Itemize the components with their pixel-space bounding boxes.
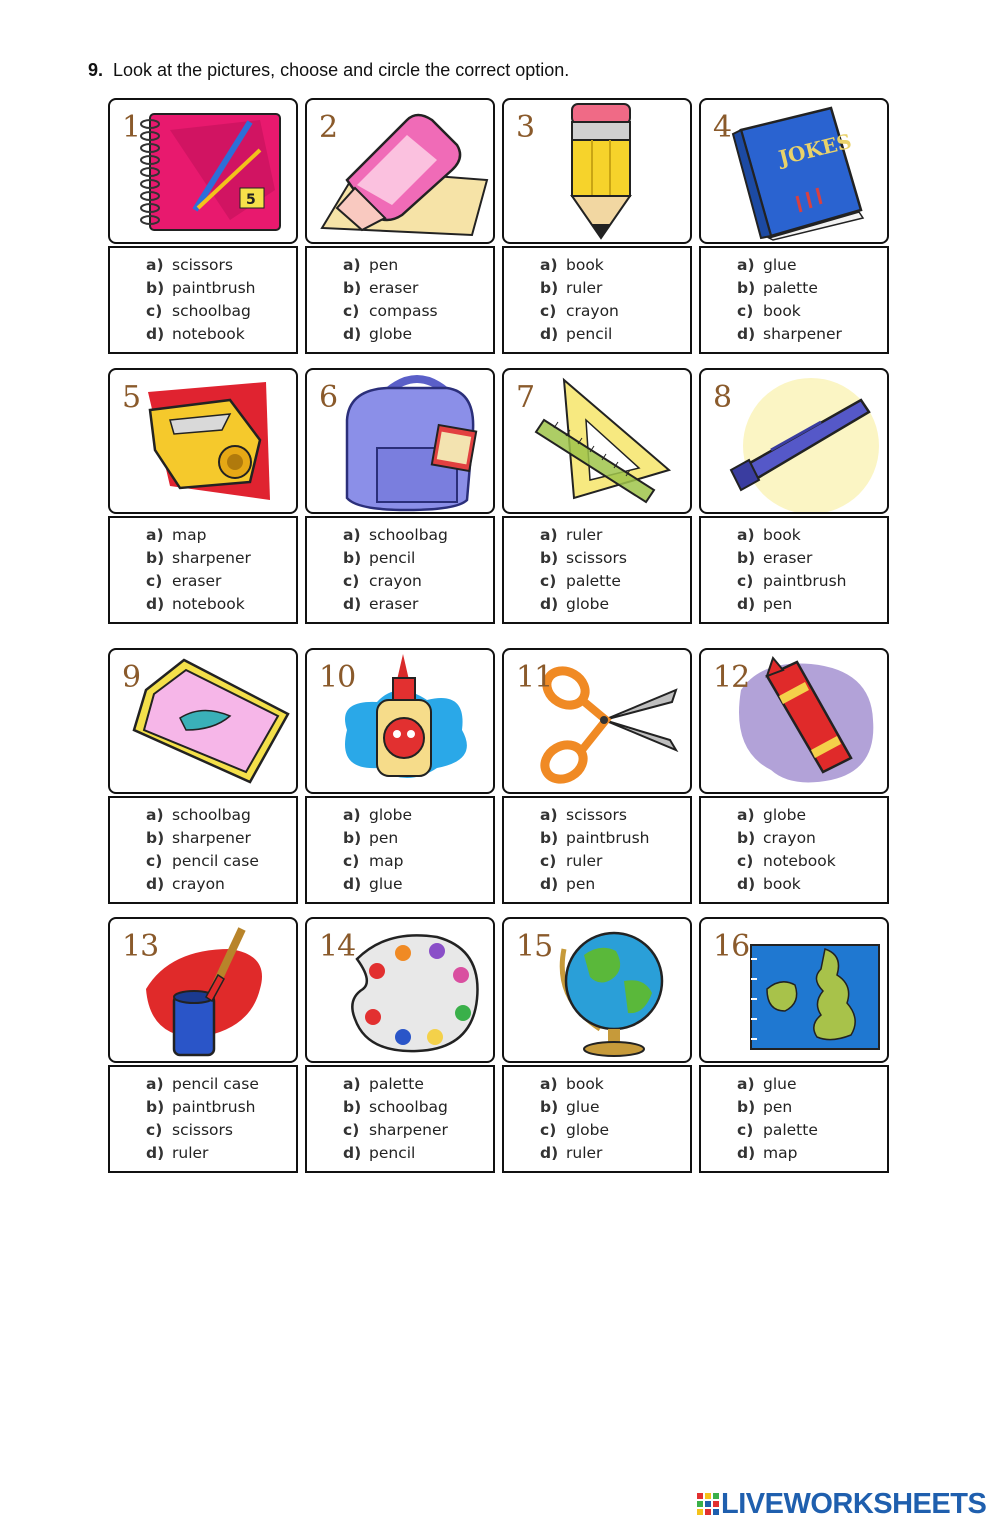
brand-name: LIVEWORKSHEETS [721,1487,987,1520]
option-a[interactable]: a) glue [737,256,797,274]
exercise-instruction [88,60,569,81]
option-b[interactable]: b) schoolbag [343,1098,448,1116]
option-d[interactable]: d) sharpener [737,325,842,343]
option-c[interactable]: c) sharpener [343,1121,448,1139]
item-number: 10 [319,660,356,695]
item-number: 14 [319,929,356,964]
options-box [108,796,298,904]
picture-frame [502,98,692,244]
option-a[interactable]: a) scissors [540,806,627,824]
option-d[interactable]: d) map [737,1144,798,1162]
option-c[interactable]: c) schoolbag [146,302,251,320]
option-c[interactable]: c) notebook [737,852,836,870]
logo-mark-icon [697,1491,719,1517]
option-b[interactable]: b) paintbrush [146,279,256,297]
option-d[interactable]: d) pen [737,595,793,613]
option-d[interactable]: d) eraser [343,595,419,613]
option-d[interactable]: d) crayon [146,875,225,893]
option-b[interactable]: b) pencil [343,549,416,567]
option-a[interactable]: a) scissors [146,256,233,274]
item-number: 7 [516,380,535,415]
exercise-number: 9. [88,60,104,80]
option-b[interactable]: b) pen [737,1098,793,1116]
option-d[interactable]: d) pen [540,875,596,893]
option-c[interactable]: c) ruler [540,852,603,870]
picture-frame [108,368,298,514]
item-number: 8 [713,380,732,415]
option-b[interactable]: b) pen [343,829,399,847]
option-b[interactable]: b) glue [540,1098,600,1116]
option-a[interactable]: a) pencil case [146,1075,259,1093]
picture-frame [108,98,298,244]
option-d[interactable]: d) ruler [540,1144,603,1162]
option-c[interactable]: c) globe [540,1121,610,1139]
picture-frame [108,917,298,1063]
item-number: 12 [713,660,750,695]
item-number: 15 [516,929,553,964]
option-a[interactable]: a) book [737,526,801,544]
option-a[interactable]: a) ruler [540,526,603,544]
option-b[interactable]: b) sharpener [146,829,251,847]
options-box [502,1065,692,1173]
options-box [108,516,298,624]
option-b[interactable]: b) ruler [540,279,603,297]
item-number: 11 [516,660,553,695]
option-b[interactable]: b) eraser [737,549,813,567]
item-number: 5 [122,380,141,415]
options-box [502,796,692,904]
option-a[interactable]: a) book [540,1075,604,1093]
option-a[interactable]: a) schoolbag [343,526,448,544]
option-c[interactable]: c) palette [540,572,621,590]
option-c[interactable]: c) palette [737,1121,818,1139]
picture-frame [699,368,889,514]
options-box [502,516,692,624]
options-box [502,246,692,354]
item-number: 13 [122,929,159,964]
option-b[interactable]: b) scissors [540,549,627,567]
picture-frame [305,917,495,1063]
item-number: 16 [713,929,750,964]
picture-frame [305,98,495,244]
option-c[interactable]: c) pencil case [146,852,259,870]
options-box [305,796,495,904]
option-b[interactable]: b) paintbrush [540,829,650,847]
picture-frame [305,368,495,514]
item-number: 2 [319,110,338,145]
option-c[interactable]: c) compass [343,302,438,320]
option-c[interactable]: c) eraser [146,572,222,590]
option-c[interactable]: c) crayon [343,572,422,590]
option-b[interactable]: b) sharpener [146,549,251,567]
option-b[interactable]: b) palette [737,279,818,297]
option-c[interactable]: c) scissors [146,1121,233,1139]
picture-frame [305,648,495,794]
picture-frame [502,917,692,1063]
option-a[interactable]: a) map [146,526,207,544]
picture-frame [699,917,889,1063]
options-box [305,516,495,624]
options-box [699,1065,889,1173]
picture-frame [699,648,889,794]
option-a[interactable]: a) globe [343,806,413,824]
item-number: 9 [122,660,141,695]
option-d[interactable]: d) notebook [146,595,245,613]
svg-text:5: 5 [246,192,256,208]
book-cover-title: JOKES [776,128,854,171]
option-c[interactable]: c) book [737,302,801,320]
option-a[interactable]: a) palette [343,1075,424,1093]
option-b[interactable]: b) paintbrush [146,1098,256,1116]
options-box [699,516,889,624]
option-a[interactable]: a) pen [343,256,399,274]
options-box [108,246,298,354]
item-number: 4 [713,110,732,145]
option-d[interactable]: d) notebook [146,325,245,343]
picture-frame [502,368,692,514]
options-box [305,246,495,354]
option-d[interactable]: d) pencil [540,325,613,343]
option-d[interactable]: d) book [737,875,801,893]
item-number: 6 [319,380,338,415]
option-a[interactable]: a) globe [737,806,807,824]
options-box [108,1065,298,1173]
picture-frame [108,648,298,794]
option-d[interactable]: d) globe [540,595,610,613]
option-a[interactable]: a) schoolbag [146,806,251,824]
option-b[interactable]: b) eraser [343,279,419,297]
item-number: 1 [122,110,141,145]
options-box [699,796,889,904]
option-d[interactable]: d) globe [343,325,413,343]
option-b[interactable]: b) crayon [737,829,816,847]
option-a[interactable]: a) book [540,256,604,274]
item-number: 3 [516,110,535,145]
liveworksheets-logo [697,1487,986,1521]
option-d[interactable]: d) glue [343,875,403,893]
option-d[interactable]: d) ruler [146,1144,209,1162]
option-a[interactable]: a) glue [737,1075,797,1093]
picture-frame [699,98,889,244]
options-box [699,246,889,354]
options-box [305,1065,495,1173]
option-c[interactable]: c) paintbrush [737,572,847,590]
option-c[interactable]: c) crayon [540,302,619,320]
picture-frame [502,648,692,794]
instruction-text: Look at the pictures, choose and circle the correct option. [113,60,570,80]
option-c[interactable]: c) map [343,852,404,870]
option-d[interactable]: d) pencil [343,1144,416,1162]
